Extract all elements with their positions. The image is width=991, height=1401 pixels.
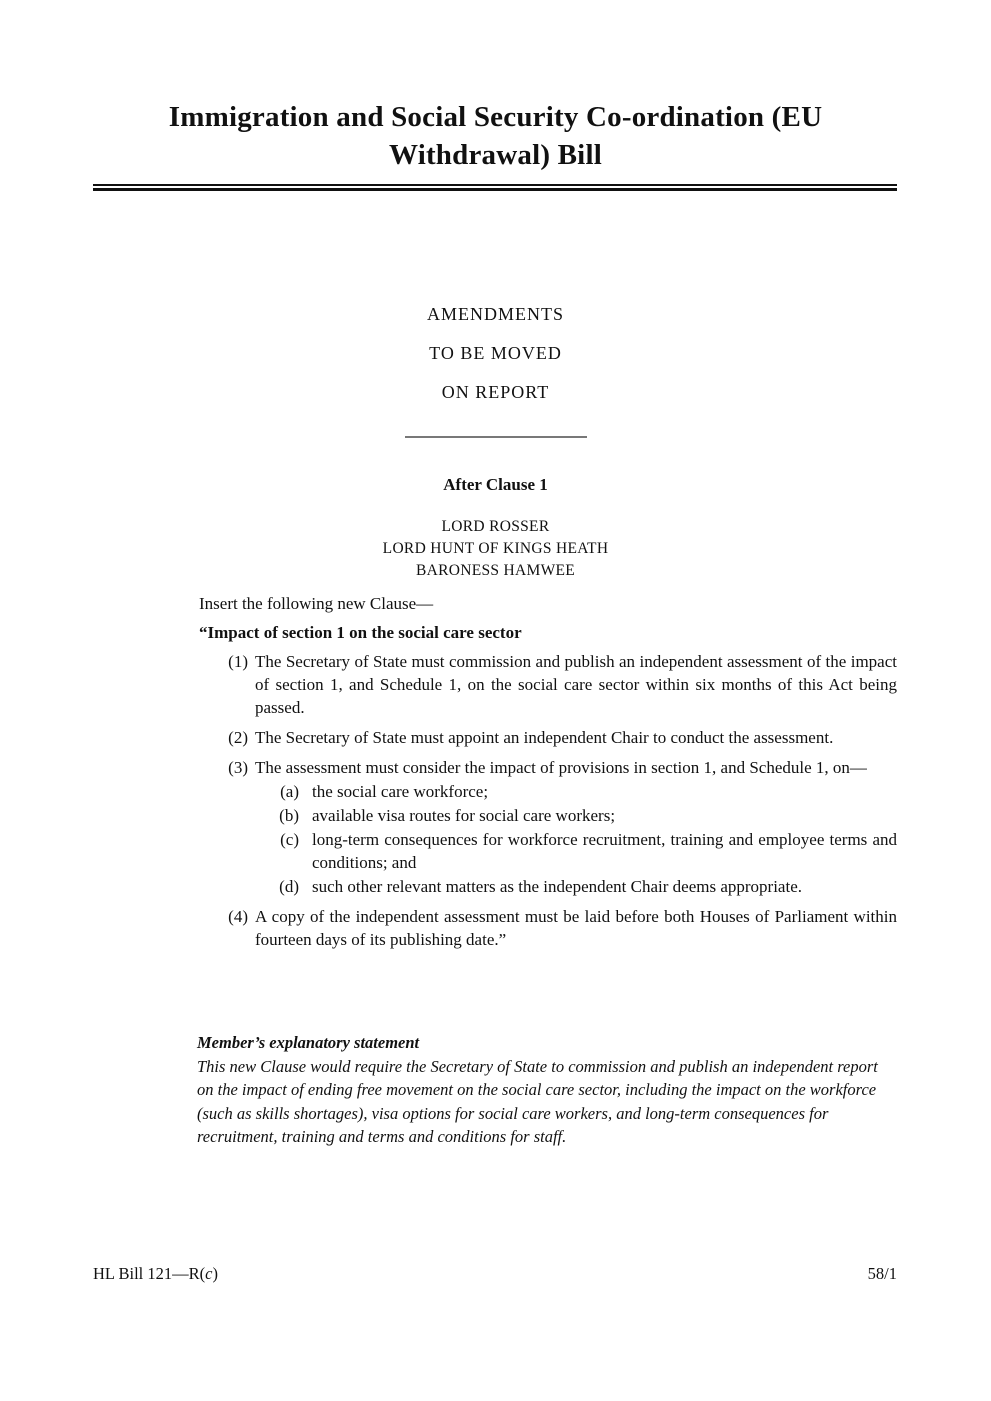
sponsor-list [0, 516, 991, 582]
amendment-body [93, 592, 897, 951]
subitem-marker: (a) [280, 782, 299, 801]
subitem-marker: (c) [280, 830, 299, 849]
subitem-text: such other relevant matters as the independent Chair deems appropriate. [312, 877, 802, 896]
subitem-marker: (d) [279, 877, 299, 896]
bill-reference-suffix: ) [212, 1264, 218, 1283]
item-text: The Secretary of State must appoint an independent Chair to conduct the assessment. [255, 728, 834, 747]
item-text: A copy of the independent assessment must be laid before both Houses of Parliament within fourteen days of its publishing date.” [255, 907, 897, 949]
item-text: The Secretary of State must commission and publish an independent assessment of the impact of section 1, and Schedule 1, on the social care sector within six months of this Act being passed. [255, 652, 897, 717]
page-footer [93, 1264, 897, 1284]
session-number: 58/1 [867, 1264, 897, 1283]
item-text: The assessment must consider the impact of provisions in section 1, and Schedule 1, on— [255, 758, 867, 777]
section-divider-rule [405, 436, 587, 438]
bill-reference-prefix: HL Bill 121—R( [93, 1264, 206, 1283]
bill-reference-italic: c [205, 1264, 213, 1283]
subitem-text: available visa routes for social care workers; [312, 806, 616, 825]
item-marker: (3) [228, 758, 248, 777]
title-double-rule [93, 184, 897, 191]
item-marker: (2) [228, 728, 248, 747]
amendments-heading-line: ON REPORT [441, 382, 550, 402]
insert-instruction: Insert the following new Clause— [199, 594, 434, 613]
bill-title-block [0, 98, 991, 174]
amendments-heading-line: AMENDMENTS [426, 304, 564, 324]
amendments-heading [0, 304, 991, 421]
clause-subitem-c [278, 828, 897, 874]
item-marker: (1) [228, 652, 248, 671]
sponsor-name: LORD HUNT OF KINGS HEATH [382, 540, 609, 557]
subitem-marker: (b) [279, 806, 299, 825]
section-heading: After Clause 1 [443, 475, 548, 494]
item-content [255, 756, 897, 898]
new-clause-title: “Impact of section 1 on the social care sector [199, 623, 522, 642]
explanatory-statement [197, 1031, 895, 1149]
clause-item-4 [222, 905, 897, 951]
subitem-text: the social care workforce; [312, 782, 489, 801]
explanatory-statement-text: This new Clause would require the Secretary of State to commission and publish an independent report on the impact of ending free movement on the social care sector, including the impact on the workforce (such as skills shortages), visa options for social care workers, and long-term consequences for recruitment, training and terms and conditions for staff. [197, 1056, 878, 1146]
bill-reference [93, 1264, 218, 1284]
sponsor-name: LORD ROSSER [441, 518, 550, 535]
amendments-heading-line: TO BE MOVED [429, 343, 562, 363]
clause-item-3 [222, 756, 897, 898]
clause-subitem-b [278, 804, 897, 827]
clause-subitem-d [278, 875, 897, 898]
item-marker: (4) [228, 907, 248, 926]
clause-item-1 [222, 650, 897, 719]
clause-item-2 [222, 726, 897, 749]
sponsor-name: BARONESS HAMWEE [415, 562, 576, 579]
subitem-text: long-term consequences for workforce recruitment, training and employee terms and conditions; and [312, 830, 897, 872]
page-title: Immigration and Social Security Co-ordination (EU Withdrawal) Bill [168, 101, 823, 171]
clause-subitem-a [278, 780, 897, 803]
explanatory-statement-heading: Member’s explanatory statement [197, 1033, 420, 1052]
